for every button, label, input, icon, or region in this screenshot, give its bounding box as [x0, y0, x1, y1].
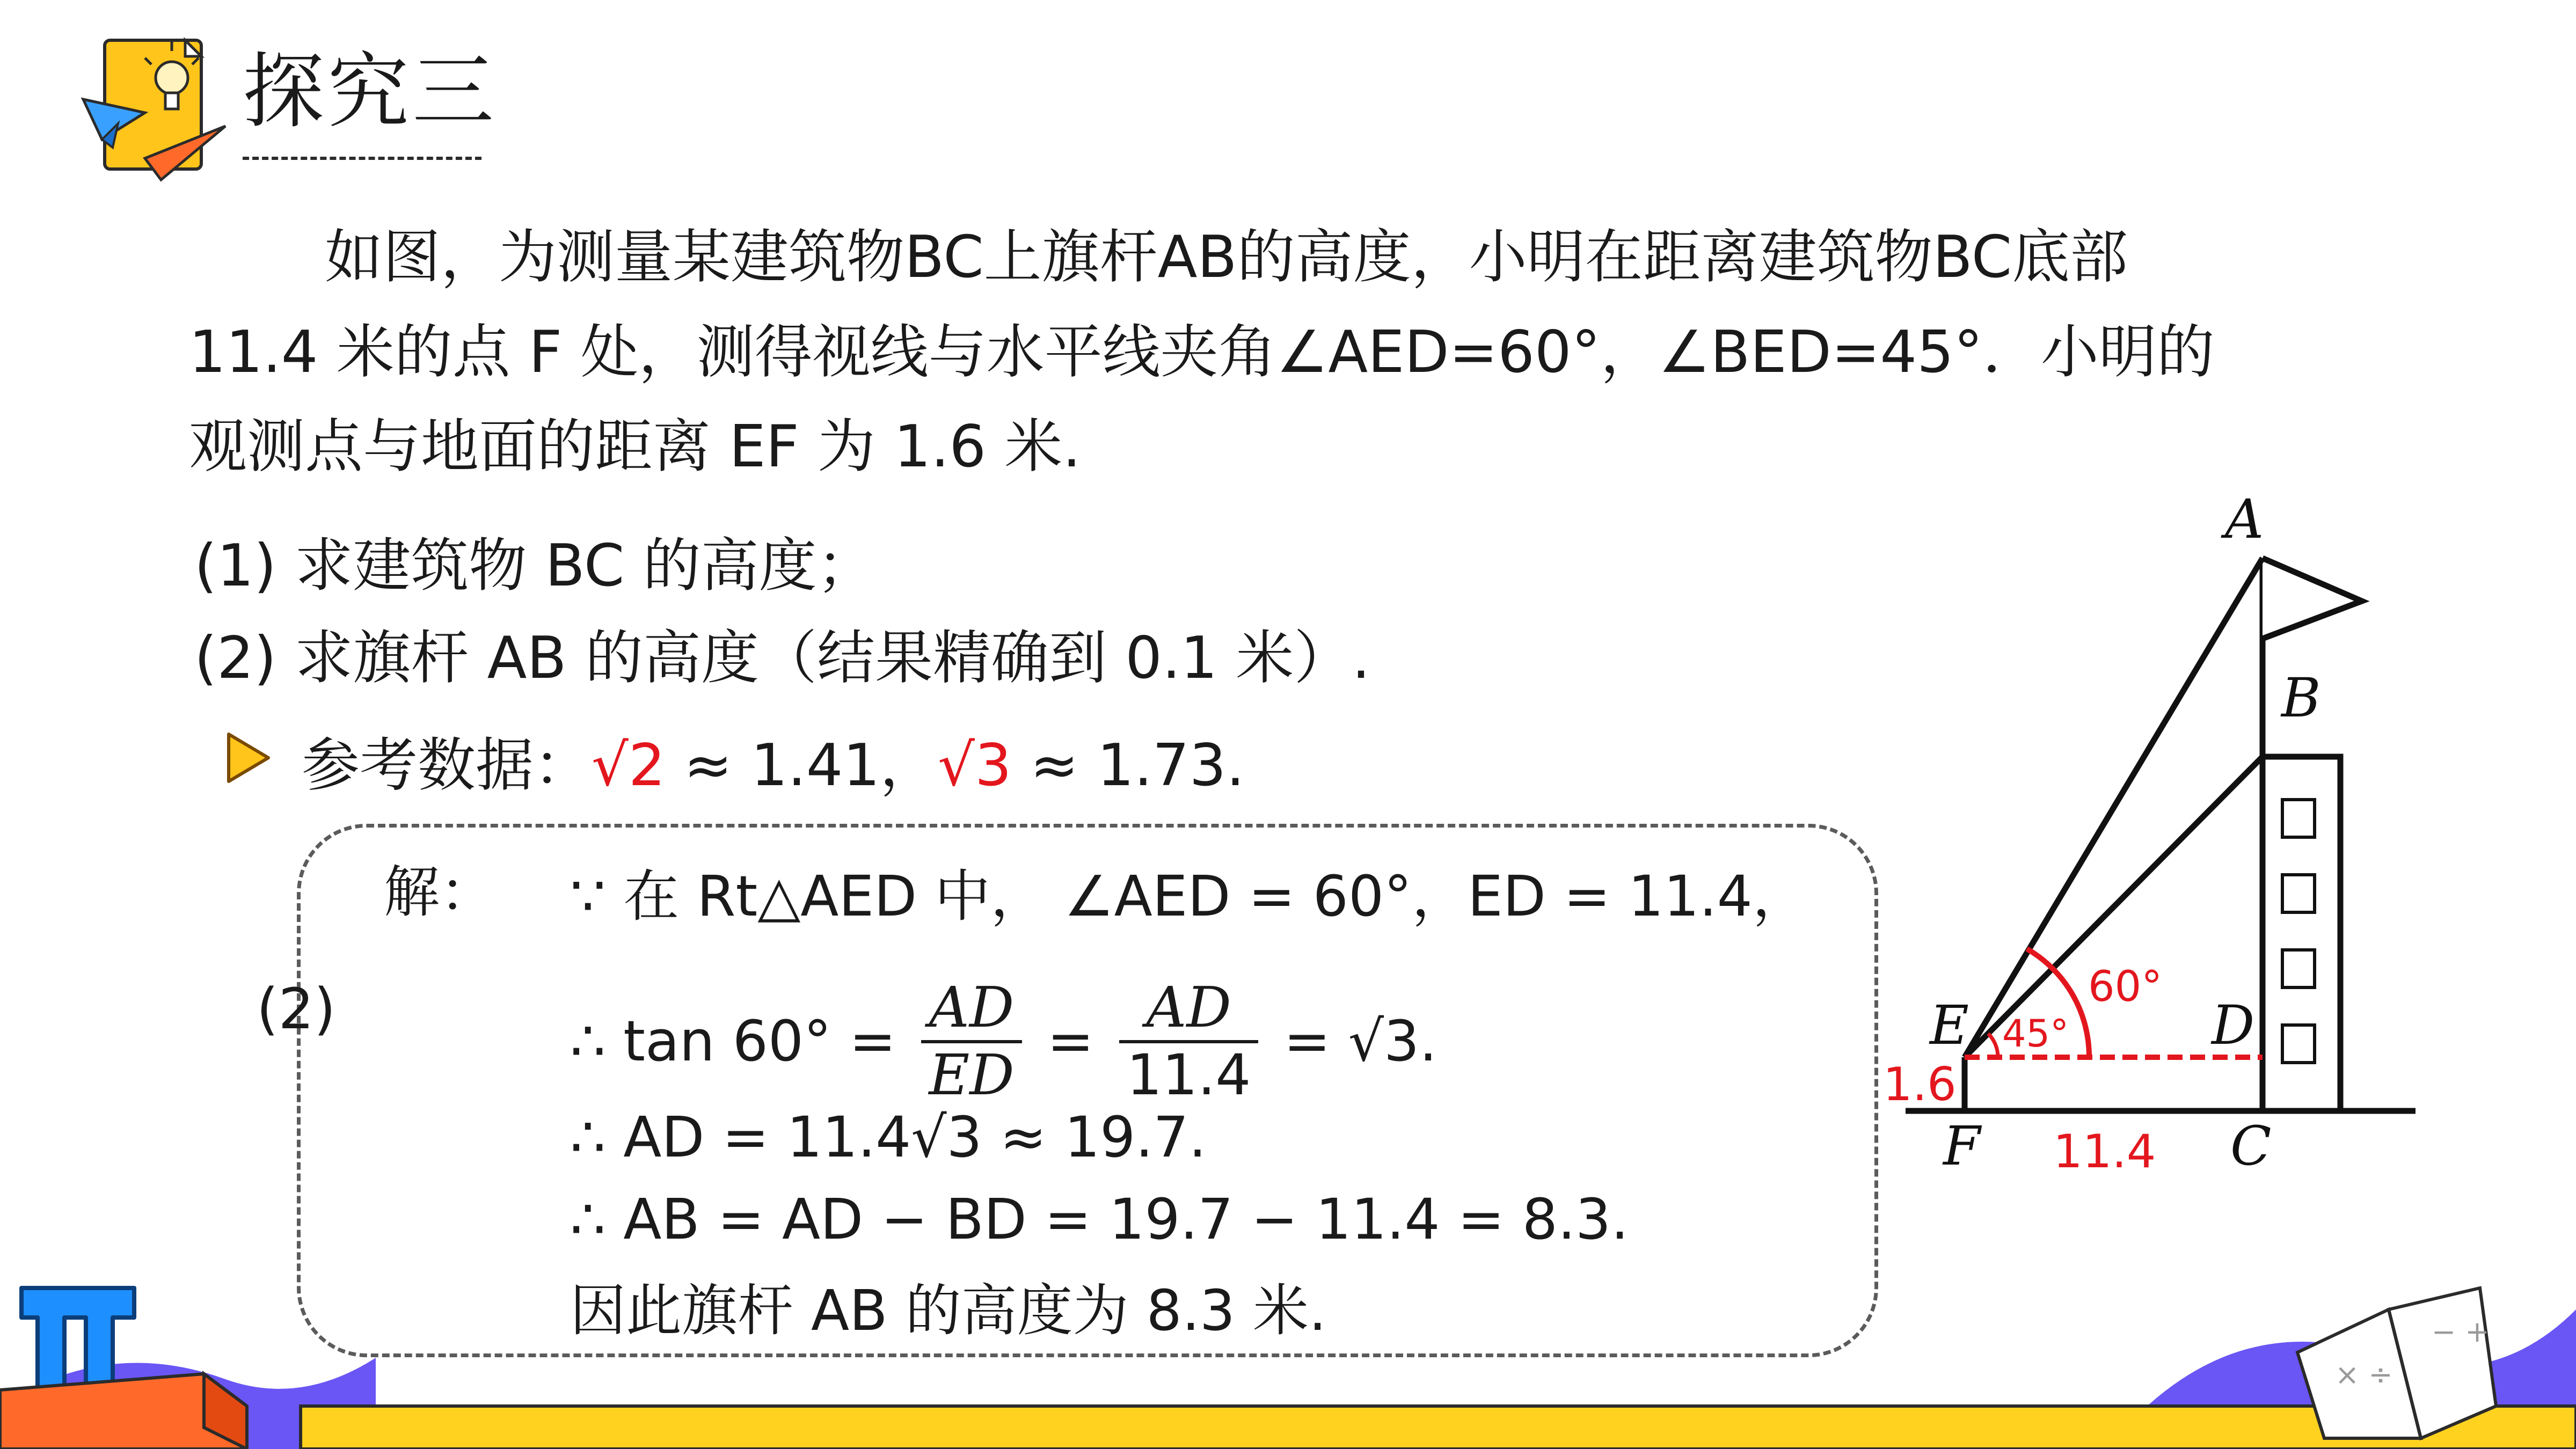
- svg-text:− +: − +: [2432, 1315, 2490, 1349]
- flag-icon: [2263, 558, 2362, 639]
- fraction-ad-ed: [921, 976, 1021, 1107]
- reference-value-2: ≈ 1.73.: [1011, 732, 1245, 799]
- solution-step-3: ∴ AD = 11.4√3 ≈ 19.7.: [570, 1104, 1207, 1170]
- problem-line-3: 观测点与地面的距离 EF 为 1.6 米.: [189, 413, 1081, 480]
- solution-conclusion: 因此旗杆 AB 的高度为 8.3 米.: [570, 1278, 1327, 1343]
- svg-text:× ÷: × ÷: [2335, 1358, 2393, 1392]
- title-underline: [243, 157, 481, 160]
- fraction-2-numerator: AD: [1119, 976, 1259, 1043]
- question-1: (1) 求建筑物 BC 的高度；: [194, 532, 875, 599]
- reference-root3: √3: [938, 732, 1012, 799]
- fraction-1-denominator: ED: [929, 1042, 1015, 1108]
- step2-prefix: ∴ tan 60° =: [570, 1008, 896, 1074]
- building-bc: [2263, 757, 2340, 1111]
- problem-line-1: 如图，为测量某建筑物BC上旗杆AB的高度，小明在距离建筑物BC底部: [325, 224, 2128, 291]
- point-label-d: D: [2212, 994, 2255, 1057]
- solution-part-number: (2): [257, 976, 336, 1042]
- question-2: (2) 求旗杆 AB 的高度（结果精确到 0.1 米）.: [194, 625, 1370, 692]
- point-label-a: A: [2225, 488, 2264, 551]
- fraction-1-numerator: AD: [921, 976, 1021, 1043]
- reference-data: [302, 731, 1245, 801]
- lightbulb-note-icon: [81, 32, 242, 182]
- point-label-e: E: [1930, 994, 1969, 1057]
- solution-step-2: [570, 976, 1437, 1107]
- point-label-c: C: [2230, 1115, 2272, 1177]
- angle-45-label: 45°: [2002, 1012, 2069, 1056]
- fraction-ad-11-4: [1119, 976, 1259, 1107]
- solution-label: 解：: [384, 859, 496, 925]
- step2-suffix: = √3.: [1283, 1008, 1437, 1074]
- math-book-icon: [2281, 1277, 2507, 1444]
- point-label-b: B: [2281, 667, 2321, 729]
- reference-label: 参考数据：: [302, 732, 592, 799]
- solution-step-4: ∴ AB = AD − BD = 19.7 − 11.4 = 8.3.: [570, 1187, 1629, 1252]
- page-title: 探究三: [243, 44, 497, 139]
- problem-line-2: 11.4 米的点 F 处，测得视线与水平线夹角∠AED=60°，∠BED=45°．小明的: [189, 319, 2215, 386]
- reference-value-1: ≈ 1.41，: [665, 732, 938, 799]
- angle-60-label: 60°: [2088, 963, 2163, 1011]
- solution-step-1: ∵ 在 Rt△AED 中， ∠AED = 60°，ED = 11.4，: [570, 863, 1808, 929]
- fraction-2-denominator: 11.4: [1126, 1042, 1251, 1108]
- reference-root2: √2: [592, 732, 666, 799]
- bottom-wave-decoration: [0, 1245, 2576, 1449]
- fc-length-label: 11.4: [2053, 1125, 2156, 1179]
- step2-equals: =: [1047, 1008, 1094, 1074]
- pi-block-icon: [0, 1267, 333, 1449]
- geometry-diagram: [1879, 483, 2432, 1197]
- point-label-f: F: [1943, 1115, 1981, 1177]
- ef-length-label: 1.6: [1883, 1058, 1957, 1111]
- play-triangle-icon: [224, 731, 273, 785]
- angle-45-arc: [1988, 1034, 1998, 1057]
